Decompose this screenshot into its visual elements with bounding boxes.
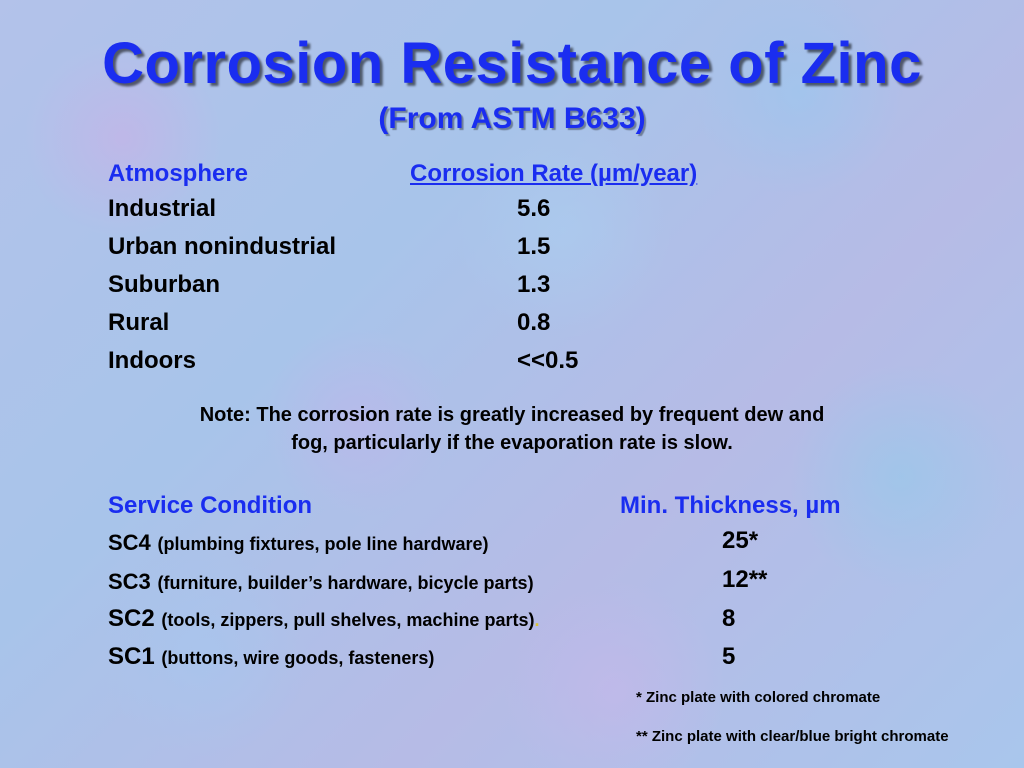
note-line-1: Note: The corrosion rate is greatly increased by frequent dew and	[199, 404, 825, 426]
corrosion-rate-value: 1.5	[517, 233, 551, 260]
atmosphere-name: Urban nonindustrial	[108, 233, 336, 260]
corrosion-rate-value: 1.3	[517, 271, 551, 298]
service-code: SC2	[108, 605, 155, 632]
atmosphere-name: Industrial	[108, 195, 217, 222]
atmosphere-name: Rural	[108, 309, 170, 336]
service-condition-row	[108, 643, 434, 671]
service-condition-row	[108, 605, 539, 633]
corrosion-rate-value: 5.6	[517, 195, 551, 222]
service-condition-column-header: Service Condition	[108, 492, 313, 519]
service-examples: (plumbing fixtures, pole line hardware)	[157, 534, 489, 554]
min-thickness-value: 25*	[722, 527, 759, 554]
service-code: SC3	[108, 569, 151, 594]
service-examples: (furniture, builder’s hardware, bicycle parts)	[157, 573, 534, 593]
atmosphere-name: Indoors	[108, 347, 196, 374]
min-thickness-column-header: Min. Thickness, µm	[620, 492, 841, 519]
min-thickness-value: 5	[722, 643, 736, 670]
service-examples: (tools, zippers, pull shelves, machine parts)	[161, 610, 535, 630]
service-code: SC1	[108, 643, 155, 670]
footnote-double-star: ** Zinc plate with clear/blue bright chromate	[636, 728, 949, 745]
slide-subtitle: (From ASTM B633)	[378, 102, 646, 135]
service-code: SC4	[108, 530, 151, 555]
service-examples: (buttons, wire goods, fasteners)	[161, 648, 435, 668]
corrosion-rate-value: <<0.5	[517, 347, 579, 374]
note-line-2: fog, particularly if the evaporation rate is slow.	[291, 432, 733, 454]
atmosphere-column-header: Atmosphere	[108, 160, 249, 187]
footnote-single-star: * Zinc plate with colored chromate	[636, 689, 881, 706]
service-condition-row	[108, 568, 534, 596]
trailing-dot: .	[534, 610, 540, 630]
service-condition-row	[108, 529, 489, 557]
min-thickness-value: 8	[722, 605, 736, 632]
atmosphere-name: Suburban	[108, 271, 220, 298]
min-thickness-value: 12**	[722, 566, 768, 593]
slide-title: Corrosion Resistance of Zinc	[102, 31, 922, 96]
corrosion-rate-value: 0.8	[517, 309, 551, 336]
corrosion-rate-column-header: Corrosion Rate (µm/year)	[410, 160, 698, 187]
